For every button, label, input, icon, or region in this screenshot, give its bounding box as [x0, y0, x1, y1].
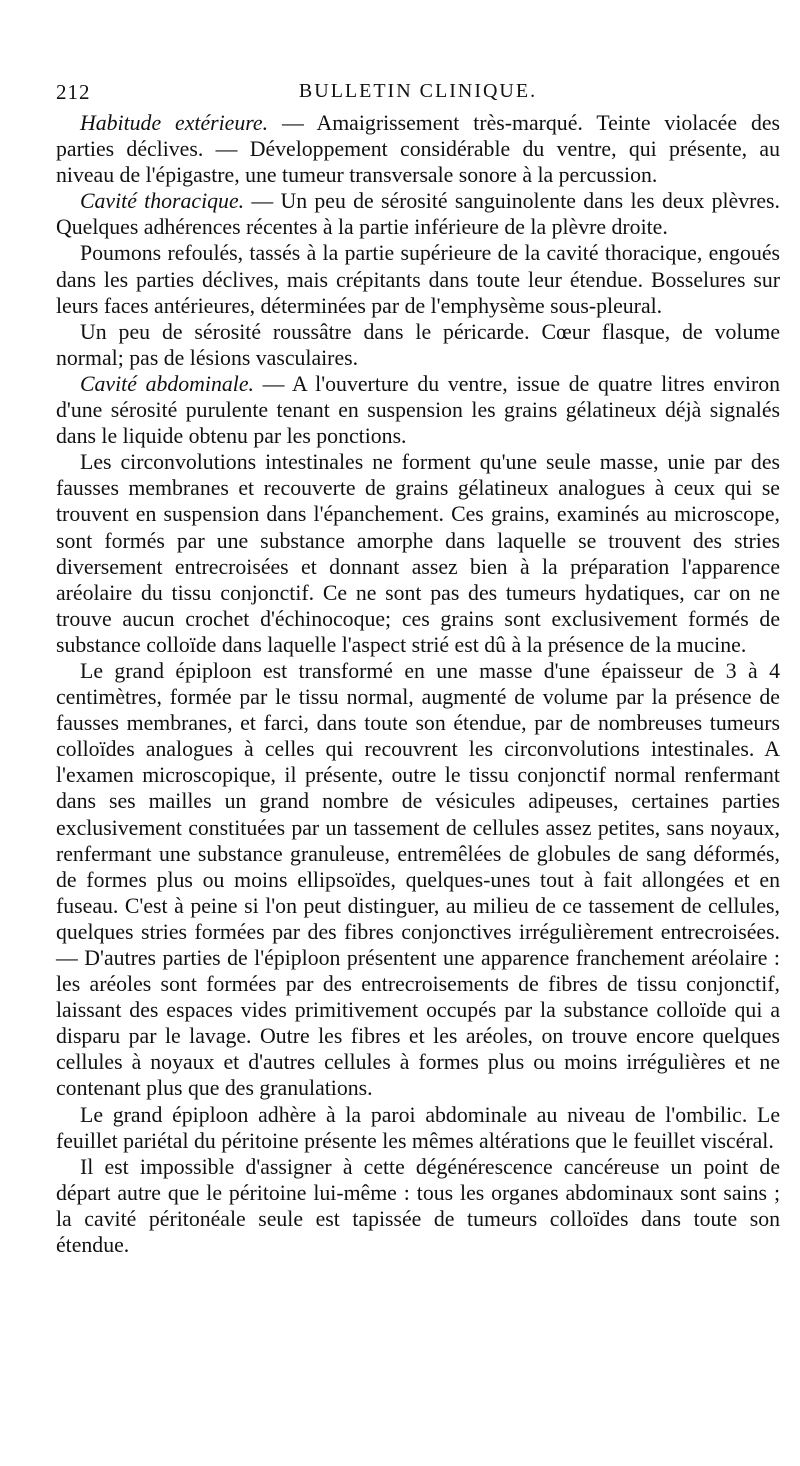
article-body [56, 110, 780, 1258]
page-number: 212 [56, 80, 91, 104]
paragraph-grand-epiploon [56, 658, 780, 1102]
running-head: BULLETIN CLINIQUE. [298, 80, 538, 102]
paragraph-text: — Un peu de sérosité sanguinolente dans les deux plèvres. Quelques adhérences récentes à la partie inférieure de la plèvre droite. [56, 189, 780, 240]
paragraph-circonvolutions [56, 449, 780, 658]
paragraph-text: Il est impossible d'assigner à cette dégénérescence cancéreuse un point de départ autre que le péritoine lui-même : tous les organes abdominaux sont sains ; la cavité péritonéale seule est tapissée de tumeurs colloïdes dans toute son étendue. [56, 1154, 780, 1258]
section-title-cavite-abdominale: Cavité abdominale. [80, 371, 254, 396]
page-header [56, 80, 780, 110]
paragraph-adherence [56, 1102, 780, 1154]
paragraph-pericarde [56, 319, 780, 371]
paragraph-cavite-thoracique [56, 188, 780, 240]
paragraph-cavite-abdominale [56, 371, 780, 449]
document-page [56, 80, 780, 1258]
paragraph-text: Le grand épiploon adhère à la paroi abdominale au niveau de l'ombilic. Le feuillet pariétal du péritoine présente les mêmes altérations que le feuillet viscéral. [56, 1102, 780, 1153]
paragraph-text: — A l'ouverture du ventre, issue de quatre litres environ d'une sérosité purulente tenant en suspension les grains gélatineux déjà signalés dans le liquide obtenu par les ponctions. [56, 371, 781, 449]
paragraph-text: Poumons refoulés, tassés à la partie supérieure de la cavité thoracique, engoués dans les parties déclives, mais crépitants dans toute leur étendue. Bosselures sur leurs faces antérieures, déterminées par de l'emphysème sous-pleural. [56, 241, 780, 318]
paragraph-text: Les circonvolutions intestinales ne forment qu'une seule masse, unie par des fausses membranes et recouverte de grains gélatineux analogues à ceux qui se trouvent en suspension dans l'épanchement. Ces grains, examinés au microscope, sont formés par une substance amorphe dans laquelle se trouvent des stries diversement entrecroisées et donnant assez bien à la préparation l'apparence aréolaire du tissu conjonctif. Ce ne sont pas des tumeurs hydatiques, car on ne trouve aucun crochet d'échinocoque; ces grains sont exclusivement formés de substance colloïde dans laquelle l'aspect strié est dû à la présence de la mucine. [56, 450, 780, 657]
paragraph-text: Le grand épiploon est transformé en une masse d'une épaisseur de 3 à 4 centimètres, formée par le tissu normal, augmenté de volume par la présence de fausses membranes, et farci, dans toute son étendue, par de nombreuses tumeurs colloïdes analogues à celles qui recouvrent les circonvolutions intestinales. A l'examen microscopique, il présente, outre le tissu conjonctif normal renfermant dans ses mailles un grand nombre de vésicules adipeuses, certaines parties exclusivement constituées par un tassement de cellules assez petites, sans noyaux, renfermant une substance granuleuse, entremêlées de globules de sang déformés, de formes plus ou moins ellipsoïdes, quelques-unes tout à fait allongées et en fuseau. C'est à peine si l'on peut distinguer, au milieu de ce tassement de cellules, quelques stries formées par des fibres conjonctives irrégulièrement entrecroisées. — D'autres parties de l'épiploon présentent une apparence franchement aréolaire : les aréoles sont formées par des entrecroisements de fibres de tissu conjonctif, laissant des espaces vides primitivement occupés par la substance colloïde qui a disparu par le lavage. Outre les fibres et les aréoles, on trouve encore quelques cellules à noyaux et d'autres cellules à formes plus ou moins irrégulières et ne contenant plus que des granulations. [56, 658, 780, 1101]
paragraph-habitude [56, 110, 780, 188]
paragraph-conclusion [56, 1154, 780, 1258]
section-title-cavite-thoracique: Cavité thoracique. [80, 189, 245, 214]
section-title-habitude: Habitude extérieure. [80, 111, 269, 135]
paragraph-text: — Amaigrissement très-marqué. Teinte violacée des parties déclives. — Développement considérable du ventre, qui présente, au niveau de l'épigastre, une tumeur transversale sonore à la percussion. [56, 111, 781, 188]
paragraph-text: Un peu de sérosité roussâtre dans le péricarde. Cœur flasque, de volume normal; pas de lésions vasculaires. [56, 319, 780, 370]
paragraph-poumons [56, 240, 780, 318]
